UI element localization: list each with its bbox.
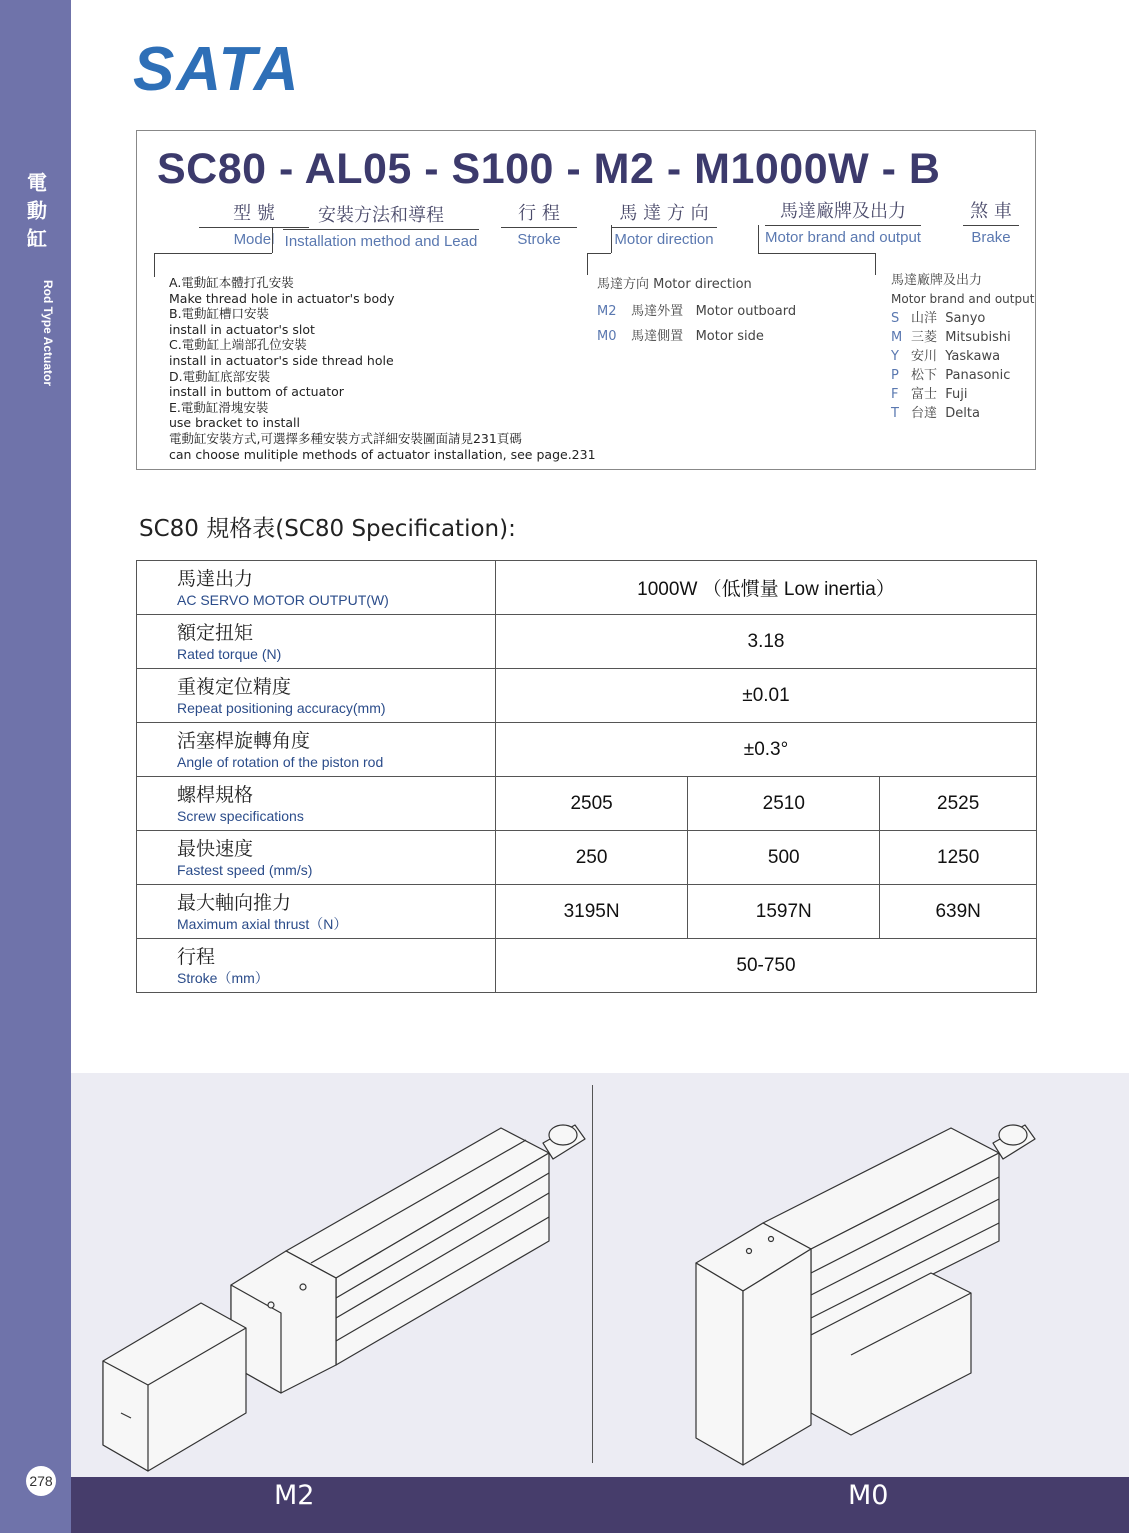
row-value: 3.18 [496,615,1037,669]
installation-line: B.電動缸槽口安裝 [169,306,270,322]
segment-brake-en: Brake [971,229,1011,246]
actuator-m2-image [81,1073,601,1473]
connector-line [875,253,876,275]
segment-stroke-cn: 行 程 [501,199,577,228]
row-value: 1000W （低慣量 Low inertia） [496,561,1037,615]
row-label-cn: 馬達出力 [177,567,254,590]
option-code: Y [891,349,899,364]
option-en: Panasonic [945,368,1011,383]
row-value: 50-750 [496,939,1037,993]
row-label-en: Repeat positioning accuracy(mm) [177,699,386,716]
motor-brand-title-cn: 馬達廠牌及出力 [891,273,983,288]
segment-motor-direction-cn: 馬 達 方 向 [611,199,717,228]
row-label-cn: 行程 [177,945,216,968]
option-en: Fuji [945,387,968,402]
product-image-area [71,1073,1129,1477]
row-value: 250 [496,831,688,885]
row-label-cn: 螺桿規格 [177,783,254,806]
option-cn: 馬達側置 [631,329,684,344]
segment-installation-cn: 安裝方法和導程 [283,201,479,230]
row-label-cn: 活塞桿旋轉角度 [177,729,311,752]
row-label-cn: 額定扭矩 [177,621,254,644]
segment-brake [963,197,1019,246]
option-en: Sanyo [945,311,986,326]
table-row [137,939,1037,993]
spec-table [136,560,1037,993]
motor-direction-option [597,300,796,319]
installation-line: 電動缸安裝方式,可選擇多種安裝方式詳細安裝圖面請見231頁碼 [169,430,522,446]
image-divider [592,1085,593,1463]
installation-line: install in buttom of actuator [169,384,344,400]
model-code-box [136,130,1036,470]
option-en: Delta [945,406,980,421]
option-en: Mitsubishi [945,330,1011,345]
connector-line [272,227,273,253]
row-label [137,669,496,723]
row-value: 3195N [496,885,688,939]
option-cn: 松下 [911,368,938,383]
connector-line [587,253,588,275]
row-label-en: AC SERVO MOTOR OUTPUT(W) [177,591,389,608]
row-label [137,723,496,777]
motor-brand-option [891,404,1034,423]
row-value: 1597N [688,885,880,939]
connector-line [758,253,875,254]
option-cn: 安川 [911,349,938,364]
motor-brand-title-en: Motor brand and output [891,292,1035,306]
row-label-en: Stroke（mm） [177,969,269,986]
row-value: ±0.3° [496,723,1037,777]
row-label [137,939,496,993]
segment-motor-brand-en: Motor brand and output [765,229,921,246]
row-label [137,777,496,831]
table-row [137,723,1037,777]
option-cn: 台達 [911,406,938,421]
installation-line: use bracket to install [169,415,300,431]
table-row [137,777,1037,831]
row-label-cn: 最快速度 [177,837,254,860]
option-cn: 三菱 [911,330,938,345]
row-value: 2525 [880,777,1037,831]
sidebar-category-en: Rod Type Actuator [41,280,55,387]
company-logo: SATA [133,35,301,104]
footer-bar [71,1477,1129,1533]
option-code: M0 [597,329,617,344]
row-label-en: Fastest speed (mm/s) [177,861,313,878]
motor-brand-option [891,328,1034,347]
option-code: M2 [597,304,617,319]
segment-stroke [501,199,577,248]
segment-stroke-en: Stroke [517,231,561,248]
row-label [137,615,496,669]
segment-motor-direction [611,199,717,248]
option-code: T [891,406,899,421]
connector-line [154,253,155,277]
option-code: F [891,387,899,402]
motor-brand-option [891,366,1034,385]
segment-motor-direction-en: Motor direction [614,231,714,248]
motor-brand-option [891,385,1034,404]
motor-brand-option [891,309,1034,328]
spec-title: SC80 規格表(SC80 Specification): [139,516,516,542]
installation-line: Make thread hole in actuator's body [169,290,395,306]
installation-line: E.電動缸滑塊安裝 [169,399,269,415]
option-en: Motor side [695,329,764,344]
option-en: Yaskawa [945,349,1001,364]
row-label-en: Rated torque (N) [177,645,282,662]
row-label-en: Maximum axial thrust（N） [177,915,348,932]
installation-line: C.電動缸上端部孔位安裝 [169,337,307,353]
segment-installation-en: Installation method and Lead [284,233,478,250]
installation-notes [169,275,596,462]
label-m0: M0 [848,1480,889,1511]
sidebar-category-text: 電動缸 [23,172,48,256]
option-cn: 馬達外置 [631,304,684,319]
segment-model-cn: 型 號 [199,199,309,228]
model-code: SC80 - AL05 - S100 - M2 - M1000W - B [157,145,941,193]
segment-motor-brand-cn: 馬達廠牌及出力 [765,197,921,226]
page-number: 278 [26,1466,56,1496]
table-row [137,561,1037,615]
motor-direction-option [597,325,796,344]
row-value: 2505 [496,777,688,831]
installation-line: install in actuator's slot [169,321,315,337]
installation-line: can choose mulitiple methods of actuator installation, see page.231 [169,446,596,462]
row-label-cn: 重複定位精度 [177,675,292,698]
table-row [137,831,1037,885]
table-row [137,615,1037,669]
row-label-en: Angle of rotation of the piston rod [177,753,384,770]
installation-line: install in actuator's side thread hole [169,352,394,368]
option-cn: 山洋 [911,311,938,326]
option-code: S [891,311,900,326]
connector-line [587,253,611,254]
row-value: 639N [880,885,1037,939]
option-cn: 富士 [911,387,938,402]
motor-brand-legend [891,271,1034,423]
option-code: M [891,330,903,345]
row-label [137,561,496,615]
row-label-cn: 最大軸向推力 [177,891,292,914]
installation-line: D.電動缸底部安裝 [169,368,271,384]
segment-installation [283,201,479,250]
motor-direction-legend [597,273,796,350]
installation-line: A.電動缸本體打孔安裝 [169,275,294,290]
row-value: 500 [688,831,880,885]
table-row [137,885,1037,939]
connector-line [758,225,759,253]
segment-brake-cn: 煞 車 [963,197,1019,226]
table-row [137,669,1037,723]
row-label-en: Screw specifications [177,807,304,824]
actuator-m0-image [631,1073,1129,1473]
row-label [137,885,496,939]
row-value: ±0.01 [496,669,1037,723]
row-value: 2510 [688,777,880,831]
segment-motor-brand [765,197,921,246]
motor-direction-title: 馬達方向 Motor direction [597,277,752,292]
motor-brand-option [891,347,1034,366]
segment-model-en: Model [233,231,275,248]
row-value: 1250 [880,831,1037,885]
option-code: P [891,368,899,383]
label-m2: M2 [274,1480,315,1511]
row-label [137,831,496,885]
sidebar-category-cn [0,172,71,256]
connector-line [154,253,272,254]
connector-line [611,225,612,253]
option-en: Motor outboard [695,304,797,319]
